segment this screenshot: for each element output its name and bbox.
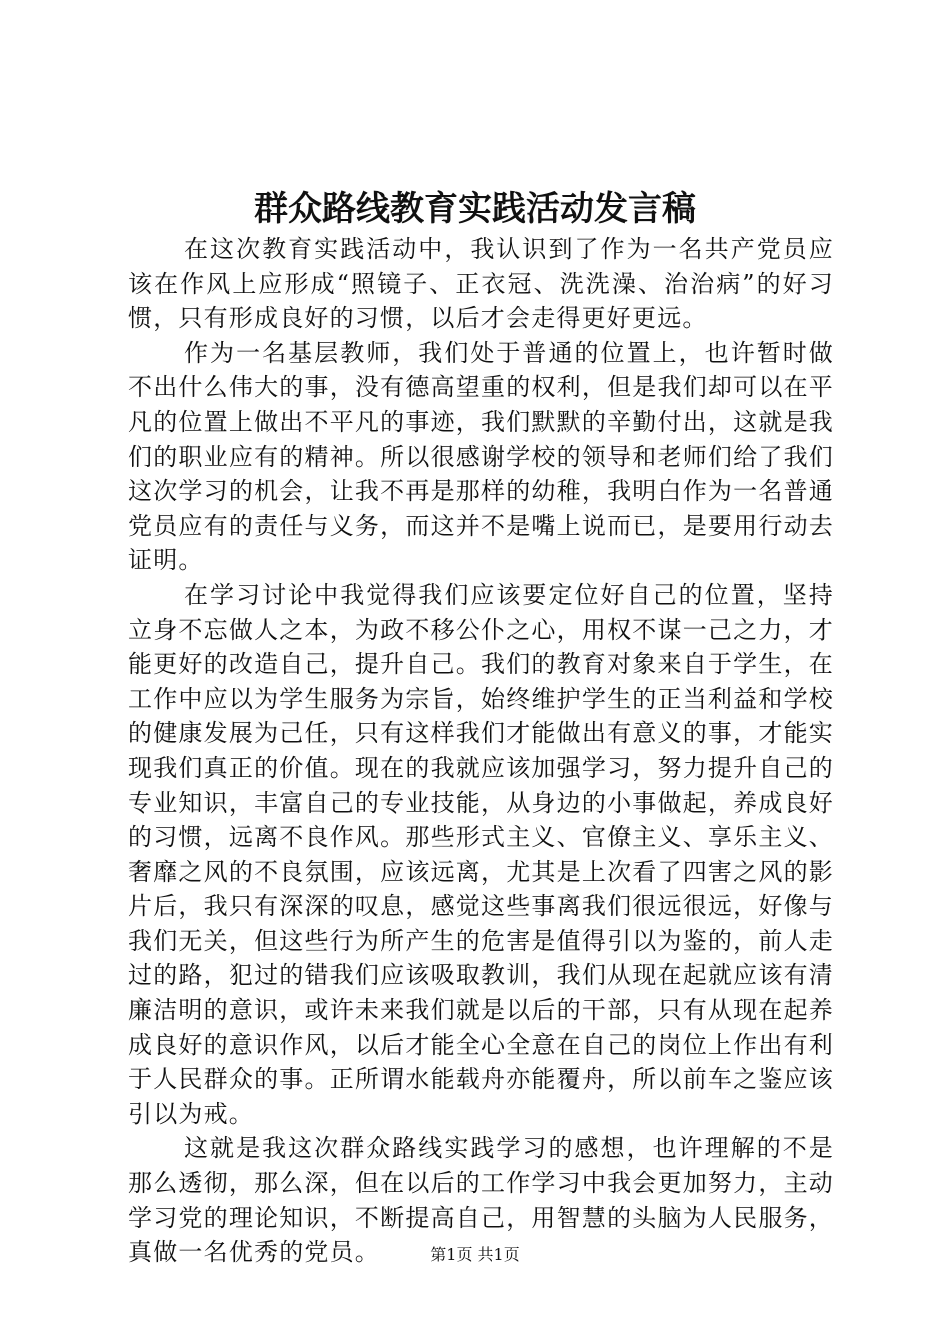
paragraph: 在学习讨论中我觉得我们应该要定位好自己的位置，坚持立身不忘做人之本，为政不移公仆之心，用权不谋一己之力，才能更好的改造自己，提升自己。我们的教育对象来自于学生，在工作中应以为学生服务为宗旨，始终维护学生的正当利益和学校的健康发展为己任，只有这样我们才能做出有意义的事，才能实现我们真正的价值。现在的我就应该加强学习，努力提升自己的专业知识，丰富自己的专业技能，从身边的小事做起，养成良好的习惯，远离不良作风。那些形式主义、官僚主义、享乐主义、奢靡之风的不良氛围，应该远离，尤其是上次看了四害之风的影片后，我只有深深的叹息，感觉这些事离我们很远很远，好像与我们无关，但这些行为所产生的危害是值得引以为鉴的，前人走过的路，犯过的错我们应该吸取教训，我们从现在起就应该有清廉洁明的意识，或许未来我们就是以后的干部，只有从现在起养成良好的意识作风，以后才能全心全意在自己的岗位上作出有利于人民群众的事。正所谓水能载舟亦能覆舟，所以前车之鉴应该引以为戒。 xyxy=(128,580,834,1128)
paragraph: 在这次教育实践活动中，我认识到了作为一名共产党员应该在作风上应形成“照镜子、正衣冠、洗洗澡、治治病”的好习惯，只有形成良好的习惯，以后才会走得更好更远。 xyxy=(128,235,834,333)
page-number-footer: 第1页 共1页 xyxy=(430,1245,520,1264)
paragraph: 作为一名基层教师，我们处于普通的位置上，也许暂时做不出什么伟大的事，没有德高望重的权利，但是我们却可以在平凡的位置上做出不平凡的事迹，我们默默的辛勤付出，这就是我们的职业应有的精神。所以很感谢学校的领导和老师们给了我们这次学习的机会，让我不再是那样的幼稚，我明白作为一名普通党员应有的责任与义务，而这并不是嘴上说而已，是要用行动去证明。 xyxy=(128,338,834,575)
document-title: 群众路线教育实践活动发言稿 xyxy=(254,189,696,229)
document-body xyxy=(128,232,834,1270)
paragraph: 这就是我这次群众路线实践学习的感想，也许理解的不是那么透彻，那么深，但在以后的工作学习中我会更加努力，主动学习党的理论知识，不断提高自己，用智慧的头脑为人民服务，真做一名优秀的党员。 xyxy=(128,1134,834,1267)
